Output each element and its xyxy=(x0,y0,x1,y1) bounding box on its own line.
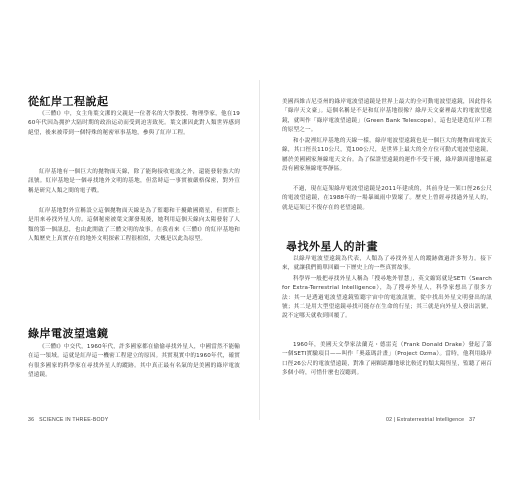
running-book-title: SCIENCE IN THREE-BODY xyxy=(39,417,109,423)
page-gutter xyxy=(259,80,260,420)
body-paragraph: 紅岸基地對外宣稱設立這個拋物面天線是為了監聽和干擾敵國衛星，但實際上是用來尋找外星人的。這個秘密被葉文潔發現後，她利用這個天線向太陽發射了人類的第一個訊息，也由此開啟了三體文明的故事。在我看來《三體Ⅰ》的紅岸基地和人類歷史上真實存在的地外文明探索工程很相似，大概是以此為原型。 xyxy=(28,208,240,242)
page-number: 37 xyxy=(469,417,476,423)
body-paragraph: 和小說裡紅岸基地的天線一樣，綠岸電波望遠鏡也是一個巨大的拋物面電波天線，其口徑長110公尺，寬100公尺，是世界上最大的全方位可動式電波望遠鏡，屬於美國國家無線電天文台。為了保證望遠鏡的運作不受干擾，綠岸鎮周邊地區還設有國家無線電寧靜區。 xyxy=(282,138,492,172)
section-heading-red-coast xyxy=(28,93,109,109)
section-heading-text: 尋找外星人的計畫 xyxy=(286,240,378,253)
right-page xyxy=(262,0,520,500)
page-number: 36 xyxy=(28,417,35,423)
body-paragraph: 美國西維吉尼亞州的綠岸電波望遠鏡是世界上最大的全可動電波望遠鏡，因此得名「綠岸天文臺」。這個名稱是不是和紅岸基地很像？綠岸天文臺裡最大的電波望遠鏡，就叫作「綠岸電波望遠鏡」（Green Bank Telescope），這也是建造紅岸工程的原型之一。 xyxy=(282,99,492,133)
section-heading-text: 從紅岸工程說起 xyxy=(28,95,109,108)
body-paragraph: 科學界一般把尋找外星人稱為「搜尋地外智慧」，英文縮寫就是SETI（Search for Extra-Terrestrial Intelligence），為了搜尋外星人，科學家想出了很多方法：其一是透過電波望遠鏡監聽宇宙中的電波訊號，從中找出外星文明發出的訊號；其二是用大型望遠鏡尋找可能存在生命的行星；其三就是向外星人發出訊號，說不定哪天就收到回覆了。 xyxy=(282,276,492,320)
section-heading-green-bank xyxy=(28,325,109,341)
page-footer-right xyxy=(386,417,475,423)
body-paragraph: 不過，現在這架綠岸電波望遠鏡是2011年建成的，其前身是一架口徑26公尺的電波望遠鏡，在1988年的一場暴風雨中毀壞了。歷史上曾經尋找過外星人的，就是這架已不復存在的老望遠鏡。 xyxy=(282,186,492,211)
body-paragraph: 《三體Ⅰ》中，女主角葉文潔的父親是一位著名的大學教授、物理學家，他在1960年代因為拥护大陆时期的政治运动而受到迫害致死。葉文潔因此對人類世界感到絕望，後來被带到一個特殊的秘密軍事基地，參與了紅岸工程。 xyxy=(28,111,240,136)
body-paragraph: 1960年，美國天文學家法蘭克・德雷克（Frank Donald Drake）發起了第一個SETI實驗項目——叫作「奧茲瑪計畫」（Project Ozma）。當時，他利用綠岸口徑26公尺的電波望遠鏡，對准了兩顆距離地球比較近的類太陽恆星，監聽了兩百多個小時，可惜什麼也沒聽到。 xyxy=(282,342,492,376)
section-heading-text: 綠岸電波望遠鏡 xyxy=(28,327,109,340)
running-chapter-title: 02 | Extraterrestrial Intelligence xyxy=(386,417,465,423)
body-paragraph: 紅岸基地有一個巨大的拋物面天線，除了能夠接收電波之外，還能發射強大的訊號。紅岸基地是一個尋找地外文明的基地，但當時這一事實被嚴格保密，對外宣稱是研究人類之間的電子戰。 xyxy=(28,169,240,194)
page-footer-left xyxy=(28,417,108,423)
body-paragraph: 《三體Ⅰ》中交代，1960年代，許多國家都在偷偷尋找外星人，中國當然不能輸在這一領域。這就是紅岸這一機密工程建立的原因。其實現實中的1960年代，確實有很多國家的科學家在尋找外星人的蹤跡。其中真正最有名氣的是美國的綠岸電波望遠鏡。 xyxy=(28,344,240,378)
body-paragraph: 以綠岸電波望遠鏡為代表，人類為了尋找外星人的蹤跡做過許多努力。接下來，就讓我們簡單回顧一下歷史上的一些真實故事。 xyxy=(282,256,492,272)
section-heading-search-aliens xyxy=(286,238,378,254)
